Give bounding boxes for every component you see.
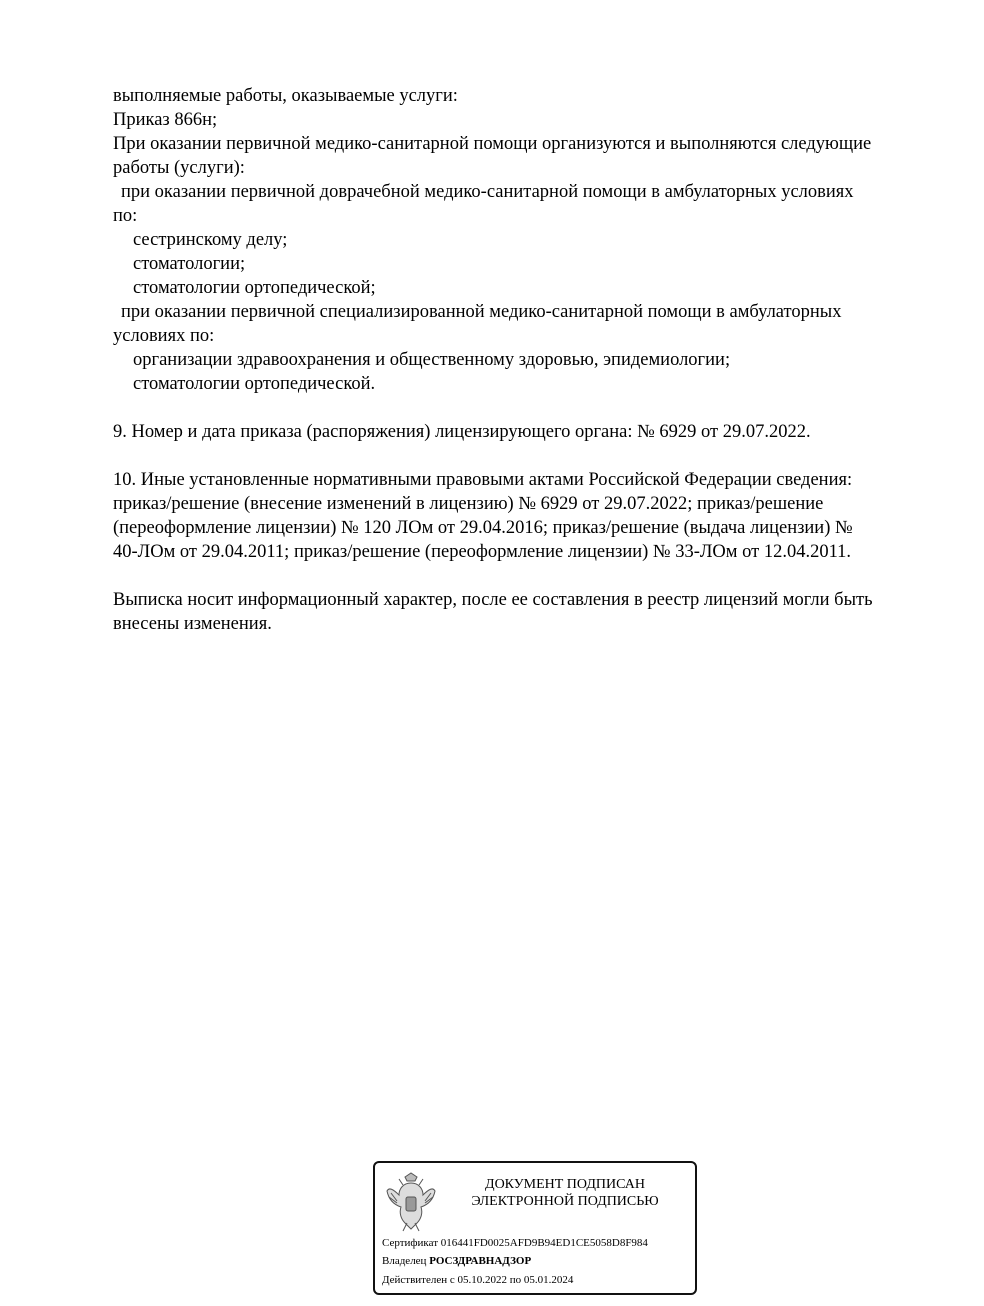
- list-item: стоматологии ортопедической;: [133, 278, 376, 298]
- text-line: Приказ 866н;: [113, 110, 218, 130]
- other-info-line: 40-ЛОм от 29.04.2011; приказ/решение (переоформление лицензии) № 33-ЛОм от 12.04.2011.: [113, 542, 852, 562]
- other-info-line: 10. Иные установленные нормативными правовыми актами Российской Федерации сведения:: [113, 470, 853, 490]
- certificate-number: 016441FD0025AFD9B94ED1CE5058D8F984: [440, 1237, 648, 1249]
- owner-name: РОСЗДРАВНАДЗОР: [429, 1255, 532, 1267]
- other-info-line: приказ/решение (внесение изменений в лицензию) № 6929 от 29.07.2022; приказ/решение: [113, 494, 824, 514]
- owner-line: [382, 1254, 531, 1268]
- order-number-paragraph: 9. Номер и дата приказа (распоряжения) лицензирующего органа: № 6929 от 29.07.2022.: [113, 422, 811, 442]
- list-item: сестринскому делу;: [133, 230, 288, 250]
- text-line: при оказании первичной доврачебной медико-санитарной помощи в амбулаторных условиях: [121, 182, 854, 202]
- list-item: стоматологии ортопедической.: [133, 374, 376, 394]
- text-line: работы (услуги):: [113, 158, 245, 178]
- electronic-signature-stamp: [373, 1161, 697, 1295]
- certificate-line: [382, 1236, 648, 1250]
- text-line: При оказании первичной медико-санитарной помощи организуются и выполняются следующие: [113, 134, 872, 154]
- text-line: при оказании первичной специализированной медико-санитарной помощи в амбулаторных: [121, 302, 842, 322]
- text-line: условиях по:: [113, 326, 215, 346]
- coat-of-arms-icon: [385, 1171, 437, 1235]
- list-item: стоматологии;: [133, 254, 246, 274]
- stamp-title-line: ДОКУМЕНТ ПОДПИСАН: [485, 1177, 645, 1192]
- certificate-label: Сертификат: [382, 1237, 438, 1249]
- stamp-title: [445, 1176, 685, 1210]
- document-body: [113, 84, 933, 636]
- text-line: по:: [113, 206, 138, 226]
- disclaimer-line: внесены изменения.: [113, 614, 272, 634]
- stamp-title-line: ЭЛЕКТРОННОЙ ПОДПИСЬЮ: [471, 1194, 659, 1209]
- validity-line: Действителен с 05.10.2022 по 05.01.2024: [382, 1274, 574, 1286]
- text-line: выполняемые работы, оказываемые услуги:: [113, 86, 458, 106]
- other-info-line: (переоформление лицензии) № 120 ЛОм от 29.04.2016; приказ/решение (выдача лицензии) №: [113, 518, 853, 538]
- list-item: организации здравоохранения и общественному здоровью, эпидемиологии;: [133, 350, 731, 370]
- owner-label: Владелец: [382, 1255, 427, 1267]
- disclaimer-line: Выписка носит информационный характер, после ее составления в реестр лицензий могли быть: [113, 590, 873, 610]
